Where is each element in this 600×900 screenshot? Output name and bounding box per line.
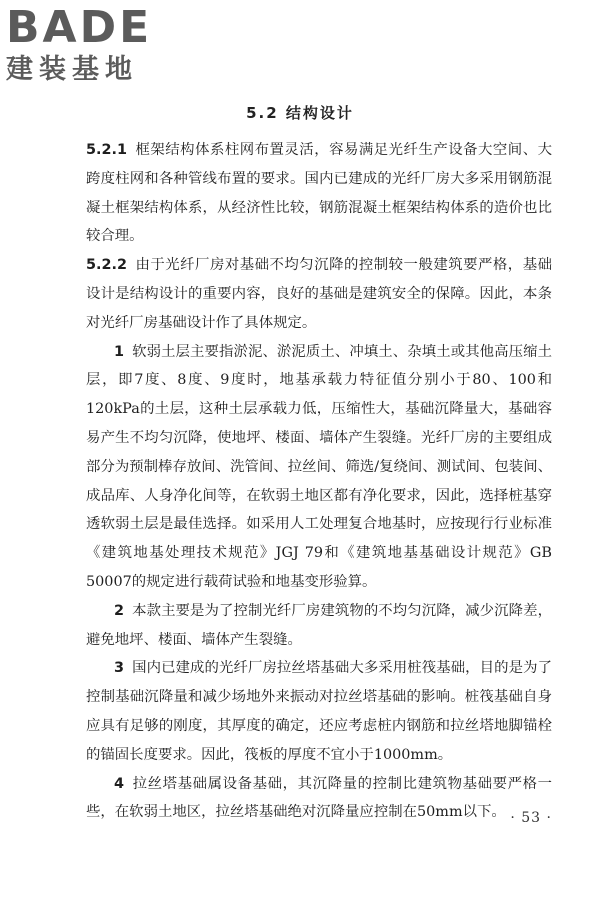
document-body (86, 136, 552, 827)
item-text: 国内已建成的光纤厂房拉丝塔基础大多采用桩筏基础，目的是为了控制基础沉降量和减少场地外来振动对拉丝塔基础的影响。桩筏基础自身应具有足够的刚度，其厚度的确定，还应考虑桩内钢筋和拉丝塔地脚锚栓的锚固长度要求。因此，筏板的厚度不宜小于1000mm。 (86, 660, 552, 763)
clause-text: 框架结构体系柱网布置灵活，容易满足光纤生产设备大空间、大跨度柱网和各种管线布置的要求。国内已建成的光纤厂房大多采用钢筋混凝土框架结构体系，从经济性比较，钢筋混凝土框架结构体系的造价也比较合理。 (86, 142, 552, 245)
item-text: 本款主要是为了控制光纤厂房建筑物的不均匀沉降，减少沉降差，避免地坪、楼面、墙体产生裂缝。 (86, 602, 552, 648)
clause-paragraph (86, 136, 552, 251)
section-title: 5.2 结构设计 (246, 104, 354, 122)
page-number: · 53 · (510, 810, 552, 826)
item-paragraph (86, 654, 552, 769)
item-paragraph (86, 770, 552, 828)
item-paragraph (86, 338, 552, 597)
publisher-logo (6, 4, 176, 86)
clause-number: 5.2.1 (86, 142, 127, 158)
logo-subtitle-text: 建装基地 (6, 54, 138, 85)
logo-brand-text: BADE (6, 2, 153, 53)
item-number: 2 (114, 602, 125, 619)
item-number: 1 (114, 343, 125, 360)
item-number: 3 (114, 660, 125, 677)
item-number: 4 (114, 775, 125, 792)
clause-number: 5.2.2 (86, 257, 127, 274)
clause-text: 由于光纤厂房对基础不均匀沉降的控制较一般建筑要严格，基础设计是结构设计的重要内容，良好的基础是建筑安全的保障。因此，本条对光纤厂房基础设计作了具体规定。 (86, 257, 552, 331)
item-text: 软弱土层主要指淤泥、淤泥质土、冲填土、杂填土或其他高压缩土层，即7度、8度、9度时，地基承载力特征值分别小于80、100和120kPa的土层，这种土层承载力低，压缩性大，基础沉降量大，基础容易产生不均匀沉降，使地坪、楼面、墙体产生裂缝。光纤厂房的主要组成部分为预制棒存放间、洗管间、拉丝间、筛选/复绕间、测试间、包装间、成品库、人身净化间等，在软弱土地区都有净化要求，因此，选择桩基穿透软弱土层是最佳选择。如采用人工处理复合地基时，应按现行行业标准《建筑地基处理技术规范》JGJ 79和《建筑地基基础设计规范》GB 50007的规定进行载荷试验和地基变形验算。 (86, 343, 552, 590)
item-paragraph (86, 597, 552, 655)
item-text: 拉丝塔基础属设备基础，其沉降量的控制比建筑物基础要严格一些，在软弱土地区，拉丝塔基础绝对沉降量应控制在50mm以下。 (86, 775, 552, 821)
clause-paragraph (86, 251, 552, 337)
